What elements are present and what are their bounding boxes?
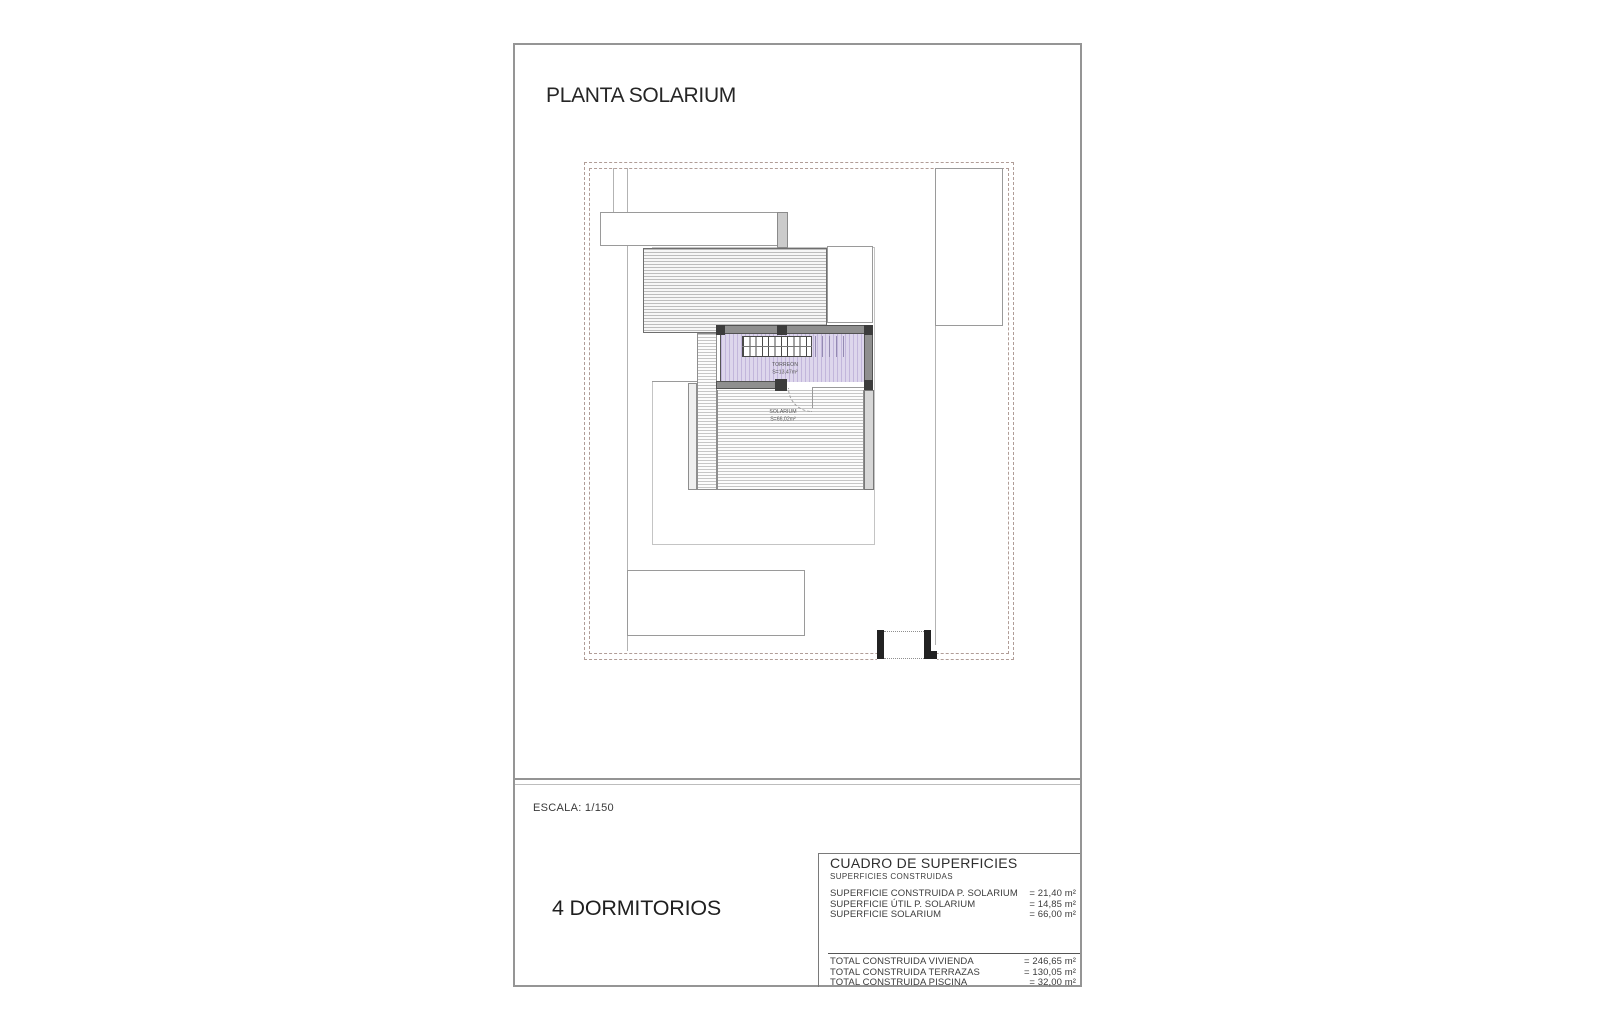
torreon-label (746, 361, 824, 375)
row-label: SUPERFICIE SOLARIUM (830, 909, 942, 920)
row-value: = 14,85 m² (1029, 899, 1076, 910)
gate-post-left (877, 630, 884, 659)
solarium-area: S=66,02m² (770, 415, 796, 422)
titleblock-divider-lower (515, 784, 1080, 785)
terrace-rectangle (627, 570, 805, 636)
pergola-pillar (777, 212, 788, 248)
table-row (830, 909, 1076, 919)
solarium-parapet-right (864, 390, 874, 490)
solarium-label (744, 408, 822, 422)
row-value: = 66,00 m² (1029, 909, 1076, 920)
total-value: = 246,65 m² (1023, 956, 1076, 967)
gate-post-right-foot (924, 651, 937, 659)
row-value: = 21,40 m² (1029, 888, 1076, 899)
titleblock-divider-upper (515, 778, 1080, 780)
solarium-parapet-left (688, 383, 697, 490)
table-subtitle: SUPERFICIES CONSTRUIDAS (830, 872, 953, 881)
annex-rectangle (935, 168, 1003, 326)
torreon-pillar-right-bottom (864, 380, 873, 390)
table-total-row (830, 977, 1076, 987)
total-label: TOTAL CONSTRUIDA VIVIENDA (830, 956, 974, 967)
table-title: CUADRO DE SUPERFICIES (830, 855, 1018, 871)
table-totals-separator (828, 953, 1080, 954)
roof-side-rectangle (827, 246, 873, 323)
table-top-border (818, 853, 1080, 854)
left-pocket (652, 333, 697, 382)
table-left-border (818, 853, 819, 987)
page-title: PLANTA SOLARIUM (546, 84, 736, 107)
torreon-pillar-right-top (864, 325, 873, 335)
drawing-sheet (513, 43, 1082, 987)
table-total-row (830, 967, 1076, 977)
roof-hatched (643, 248, 827, 333)
solarium-hatch-left (697, 333, 717, 490)
total-label: TOTAL CONSTRUIDA TERRAZAS (830, 967, 980, 978)
total-value: = 32,00 m² (1029, 977, 1076, 988)
gate-dotted-top (884, 631, 924, 632)
gate-dotted-bottom (884, 658, 924, 659)
door-leaf (812, 388, 813, 408)
bedrooms-label: 4 DORMITORIOS (552, 896, 722, 920)
torreon-name: TORREÓN (772, 361, 798, 368)
torreon-area: S=13,47m² (772, 368, 798, 375)
plot-line-left-upper (613, 168, 614, 212)
scale-label: ESCALA: 1/150 (533, 802, 614, 814)
door-sill-line (812, 387, 864, 388)
stairs-extension (815, 336, 850, 357)
solarium-name: SOLARIUM (769, 408, 797, 415)
pergola-rectangle (600, 212, 788, 246)
torreon-wall-top (716, 325, 873, 334)
torreon-pillar-mid (777, 325, 787, 335)
table-row (830, 888, 1076, 898)
total-label: TOTAL CONSTRUIDA PISCINA (830, 977, 968, 988)
stairs-mid-rail (742, 346, 812, 347)
row-label: SUPERFICIE CONSTRUIDA P. SOLARIUM (830, 888, 1018, 899)
torreon-pillar-left (716, 325, 725, 335)
row-label: SUPERFICIE ÚTIL P. SOLARIUM (830, 899, 976, 910)
table-total-row (830, 956, 1076, 966)
solarium-hatch-main (717, 390, 864, 490)
table-row (830, 899, 1076, 909)
total-value: = 130,05 m² (1023, 967, 1076, 978)
torreon-pillar-bottom (775, 379, 787, 391)
